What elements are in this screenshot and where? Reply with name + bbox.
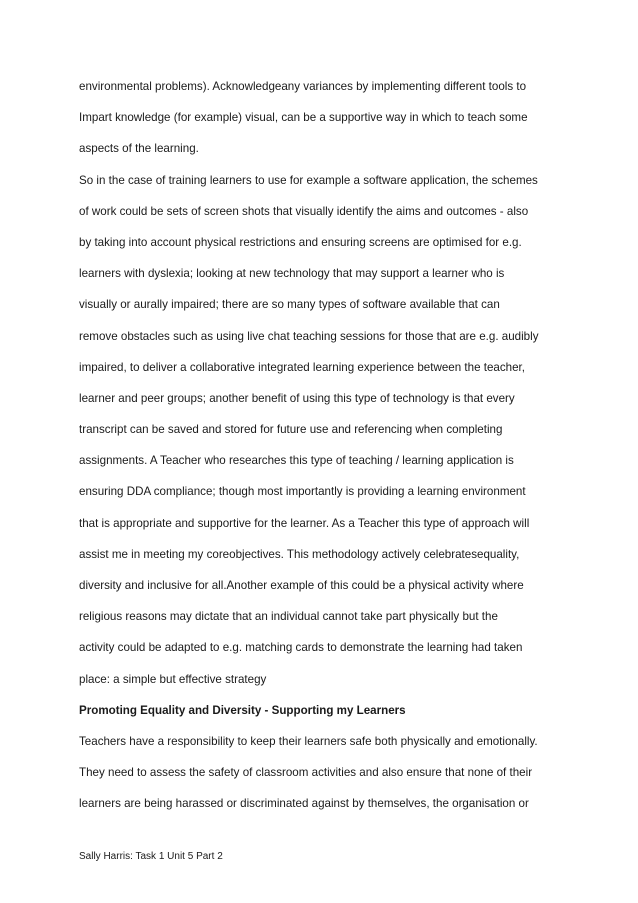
- body-line: ensuring DDA compliance; though most importantly is providing a learning environment: [79, 485, 526, 499]
- body-line: by taking into account physical restrictions and ensuring screens are optimised for e.g.: [79, 235, 522, 249]
- body-line: that is appropriate and supportive for the learner. As a Teacher this type of approach will: [79, 516, 530, 530]
- page-footer: Sally Harris: Task 1 Unit 5 Part 2: [79, 851, 223, 862]
- body-line: learners are being harassed or discriminated against by themselves, the organisation or: [79, 797, 529, 811]
- body-line: place: a simple but effective strategy: [79, 672, 267, 686]
- body-line: activity could be adapted to e.g. matching cards to demonstrate the learning had taken: [79, 641, 523, 655]
- body-line: visually or aurally impaired; there are so many types of software available that can: [79, 298, 500, 312]
- body-line: assignments. A Teacher who researches this type of teaching / learning application is: [79, 454, 514, 468]
- body-line: learners with dyslexia; looking at new technology that may support a learner who is: [79, 267, 505, 281]
- body-line: impaired, to deliver a collaborative integrated learning experience between the teacher,: [79, 360, 525, 374]
- section-heading: Promoting Equality and Diversity - Supporting my Learners: [79, 703, 406, 717]
- body-line: environmental problems). Acknowledgeany variances by implementing different tools to: [79, 80, 527, 93]
- body-line: They need to assess the safety of classroom activities and also ensure that none of their: [79, 766, 533, 780]
- body-line: So in the case of training learners to use for example a software application, the schemes: [79, 173, 538, 187]
- document-body: [79, 74, 569, 823]
- body-line: Teachers have a responsibility to keep their learners safe both physically and emotionally.: [79, 734, 538, 748]
- body-line: of work could be sets of screen shots that visually identify the aims and outcomes - also: [79, 204, 529, 218]
- body-line: remove obstacles such as using live chat teaching sessions for those that are e.g. audibly: [79, 329, 539, 343]
- body-line: transcript can be saved and stored for future use and referencing when completing: [79, 423, 503, 437]
- body-line: learner and peer groups; another benefit of using this type of technology is that every: [79, 391, 515, 405]
- body-line: religious reasons may dictate that an individual cannot take part physically but the: [79, 610, 498, 624]
- body-line: aspects of the learning.: [79, 142, 199, 156]
- body-line: assist me in meeting my coreobjectives. This methodology actively celebratesequality,: [79, 547, 520, 561]
- body-line: Impart knowledge (for example) visual, can be a supportive way in which to teach some: [79, 111, 528, 125]
- body-line: diversity and inclusive for all.Another example of this could be a physical activity where: [79, 579, 524, 592]
